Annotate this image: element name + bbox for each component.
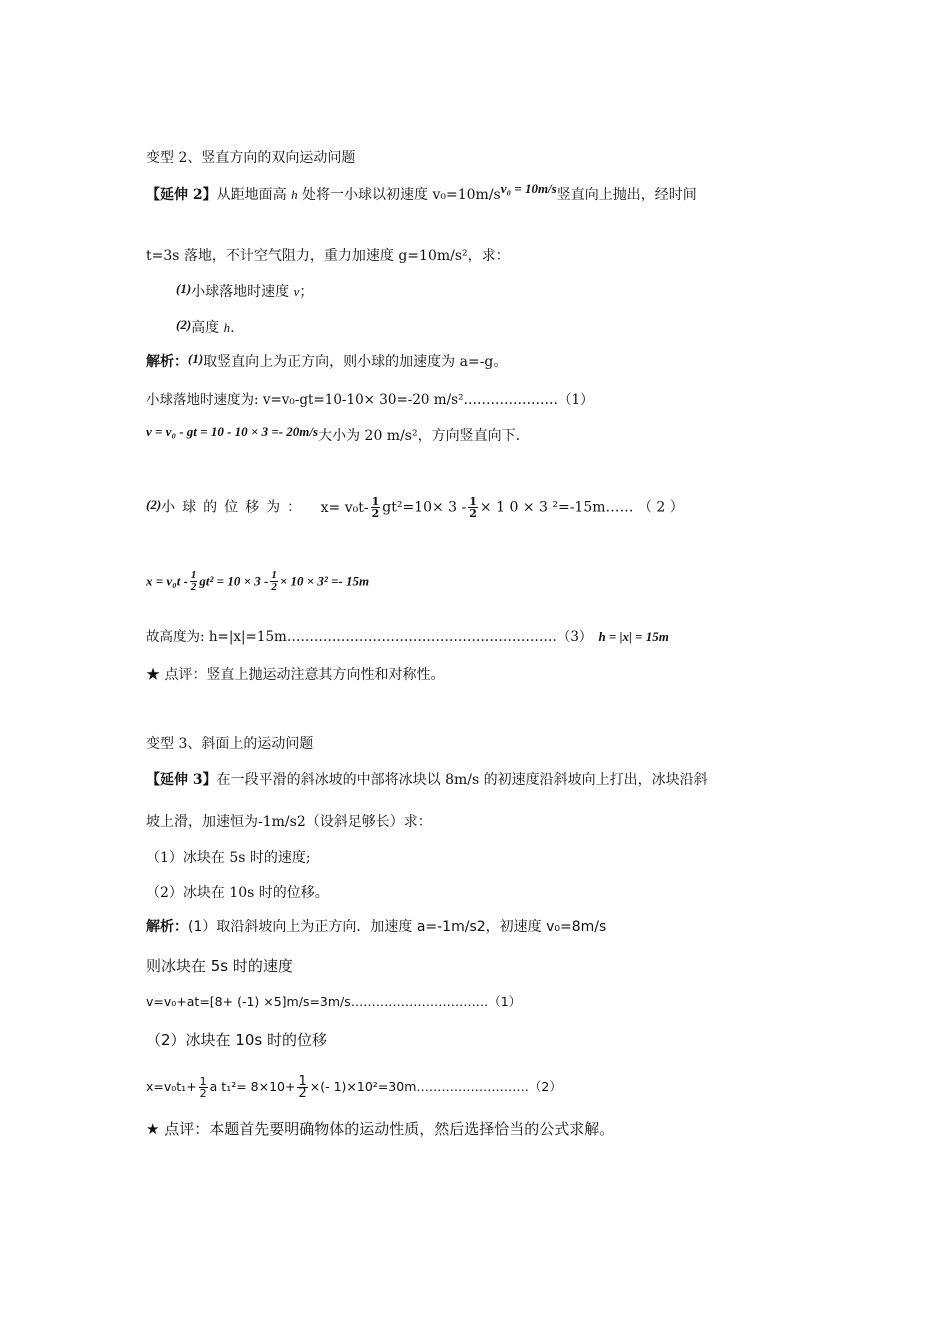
velocity-line: 小球落地时速度为: v=v₀-gt=10-10× 30=-20 m/s²…………………（1） xyxy=(146,392,594,408)
section2-problem-line1 xyxy=(146,181,697,204)
displacement-c: × 1 0 × 3 ²=-15m…… （ 2 ） xyxy=(479,499,684,516)
section2-comment: ★ 点评：竖直上抛运动注意其方向性和对称性。 xyxy=(146,667,445,683)
question-1 xyxy=(176,283,313,301)
section2-title: 变型 2、竖直方向的双向运动问题 xyxy=(146,150,356,166)
solution-number-1: (1) xyxy=(188,351,204,366)
half-fraction: $\frac{1}{2}$ xyxy=(199,1075,207,1100)
problem-text-a: 在一段平滑的斜冰坡的中部将冰块以 8m/s 的初速度沿斜坡向上打出，冰块沿斜 xyxy=(216,772,708,788)
problem-tag: 【延伸 2】 xyxy=(146,187,217,203)
section3-title: 变型 3、斜面上的运动问题 xyxy=(146,736,314,752)
solution-line1 xyxy=(146,353,507,371)
height-text: 故高度为: h=|x|=15m……………………………………………………（3） xyxy=(146,629,593,645)
section3-problem-line2: 坡上滑，加速恒为-1m/s2（设斜足够长）求： xyxy=(146,814,432,830)
section3-solution-line xyxy=(146,918,606,936)
height-formula: h = |x| = 15m xyxy=(598,629,669,644)
half-fraction: $\frac{1}{2}$ xyxy=(371,495,380,520)
half-fraction: $\frac{1}{2}$ xyxy=(298,1074,307,1101)
velocity-result: 大小为 20 m/s²，方向竖直向下. xyxy=(318,428,521,444)
displacement-line xyxy=(146,496,684,519)
q1-number: (1) xyxy=(176,281,192,296)
q1-var: v xyxy=(293,284,300,299)
half-fraction: $\frac{1}{2}$ xyxy=(469,495,477,520)
velocity-result-line xyxy=(146,424,521,445)
solution-text: (1）取沿斜坡向上为正方向．加速度 a=-1m/s2，初速度 v₀=8m/s xyxy=(188,919,607,935)
section2-problem-line2: t=3s 落地，不计空气阻力，重力加速度 g=10m/s²，求： xyxy=(146,248,510,264)
eq2-c: ×(- 1)×10²=30m………………………（2） xyxy=(309,1079,562,1094)
problem-tag: 【延伸 3】 xyxy=(146,772,217,788)
half-fraction: $\frac{1}{2}$ xyxy=(190,569,197,593)
solution-label: 解析： xyxy=(146,919,188,935)
problem-text-c: 竖直向上抛出，经时间 xyxy=(556,187,697,203)
section3-step2: （2）冰块在 10s 时的位移 xyxy=(146,1031,327,1049)
displacement-b: gt²=10× 3 - xyxy=(382,499,467,516)
disp-formula-c: × 10 × 3² =- 15m xyxy=(279,573,370,589)
eq2-b: a t₁²= 8×10+ xyxy=(209,1079,296,1094)
height-line xyxy=(146,628,669,646)
displacement-a: x= v₀t- xyxy=(320,499,369,516)
q1-text: 小球落地时速度 xyxy=(191,284,294,300)
section3-question-1: （1）冰块在 5s 时的速度; xyxy=(146,850,311,866)
eq2-a: x=v₀t₁+ xyxy=(146,1079,197,1094)
question-2 xyxy=(176,319,235,337)
displacement-number: (2) xyxy=(146,496,162,512)
section3-eq1: v=v₀+at=[8+ (-1) ×5]m/s=3m/s……………………………（1） xyxy=(146,994,522,1009)
solution-label: 解析： xyxy=(146,354,188,370)
section3-eq2 xyxy=(146,1076,562,1099)
displacement-formula xyxy=(146,570,369,593)
disp-formula-a: x = v₀t - xyxy=(146,573,188,589)
disp-formula-b: gt² = 10 × 3 - xyxy=(199,573,269,589)
q2-var: h xyxy=(223,320,231,335)
velocity-formula: v = v₀ - gt = 10 - 10 × 3 =- 20m/s xyxy=(146,424,319,439)
q2-text: 高度 xyxy=(191,320,224,336)
section3-problem-line1 xyxy=(146,771,708,789)
solution-text-1: 取竖直向上为正方向，则小球的加速度为 a=-g。 xyxy=(203,354,508,370)
h-symbol: h xyxy=(291,187,298,202)
q1-end: ； xyxy=(299,284,314,300)
displacement-label: 小球的位移为： xyxy=(161,499,309,516)
v0-formula: v₀ = 10m/s xyxy=(500,181,557,196)
half-fraction: $\frac{1}{2}$ xyxy=(271,569,277,593)
problem-text-a: 从距地面高 xyxy=(216,187,292,203)
q2-end: . xyxy=(230,320,235,336)
problem-text-b: 处将一小球以初速度 v₀=10m/s xyxy=(297,187,501,203)
section3-comment: ★ 点评：本题首先要明确物体的运动性质，然后选择恰当的公式求解。 xyxy=(146,1120,615,1138)
section3-question-2: （2）冰块在 10s 时的位移。 xyxy=(146,885,329,901)
section3-step1: 则冰块在 5s 时的速度 xyxy=(146,957,293,975)
q2-number: (2) xyxy=(176,317,192,332)
